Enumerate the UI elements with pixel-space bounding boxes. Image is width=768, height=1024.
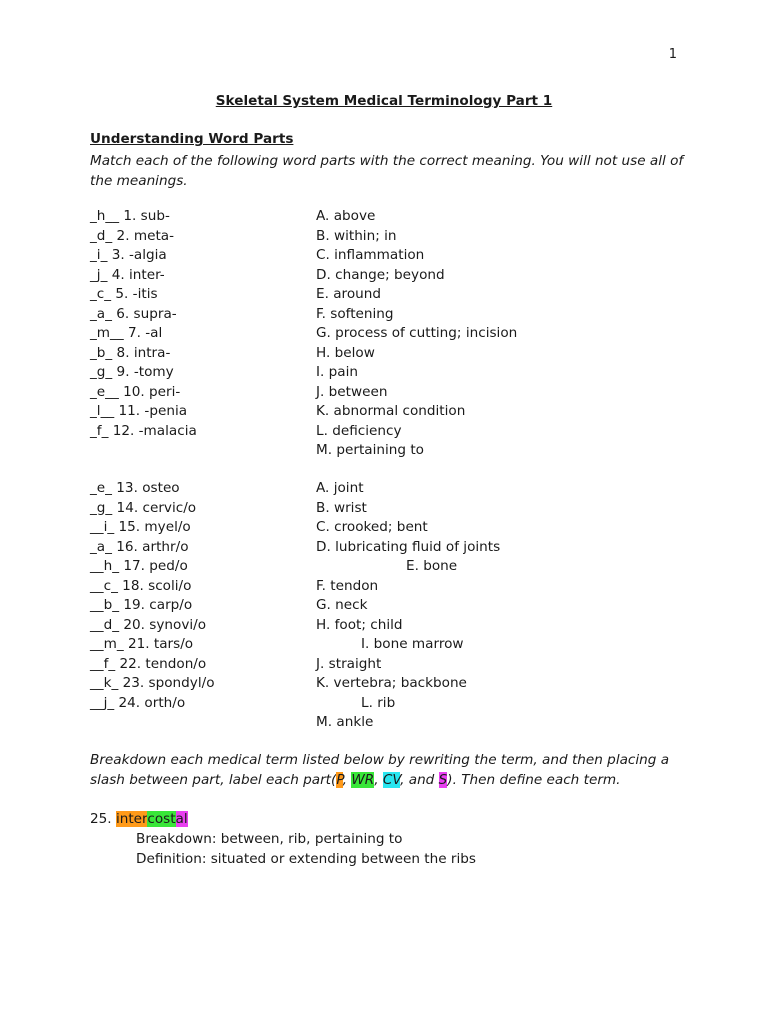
word-part-answer: _m__ 7. -al	[90, 325, 163, 341]
word-part-answer: _c_ 5. -itis	[90, 286, 158, 302]
meaning-option: E. bone	[406, 558, 458, 574]
section-heading: Understanding Word Parts	[90, 131, 294, 147]
word-part-answer: __f_ 22. tendon/o	[90, 655, 207, 672]
list-item	[90, 479, 700, 499]
question-number: 25.	[90, 811, 116, 827]
word-part-answer: _b_ 8. intra-	[90, 344, 171, 361]
word-part-answer: __d_ 20. synovi/o	[90, 616, 207, 633]
breakdown-text-end: ). Then define each term.	[447, 772, 621, 788]
meaning-option: L. rib	[361, 694, 396, 711]
word-part-answer: __i_ 15. myel/o	[90, 519, 191, 535]
word-part-answer: _a_ 6. supra-	[90, 305, 177, 322]
separator: ,	[374, 772, 383, 788]
word-part-answer: _f_ 12. -malacia	[90, 422, 197, 439]
meaning-option: M. pertaining to	[316, 442, 424, 458]
word-part-answer: _l__ 11. -penia	[90, 403, 188, 419]
meaning-option: H. foot; child	[316, 616, 403, 633]
meaning-option: M. ankle	[316, 714, 374, 730]
meaning-option: A. joint	[316, 480, 364, 496]
list-item	[90, 266, 700, 286]
label-combining-vowel: CV	[382, 772, 401, 788]
meaning-option: I. bone marrow	[361, 636, 464, 652]
label-prefix: P	[336, 772, 343, 788]
meaning-option: A. above	[316, 208, 376, 224]
list-item	[90, 616, 700, 636]
word-part-answer: _e_ 13. osteo	[90, 480, 180, 496]
word-part-answer: __c_ 18. scoli/o	[90, 577, 192, 594]
meaning-option: K. abnormal condition	[316, 403, 466, 419]
meaning-option: F. softening	[316, 305, 394, 322]
list-item	[90, 402, 700, 422]
meaning-option: B. wrist	[316, 499, 367, 516]
list-item	[90, 422, 700, 442]
meaning-option: D. change; beyond	[316, 266, 445, 283]
term-word-root: cost	[147, 811, 176, 827]
label-word-root: WR	[351, 772, 375, 788]
question-25-breakdown: Breakdown: between, rib, pertaining to	[136, 831, 403, 847]
page-number: 1	[668, 47, 677, 62]
separator: ,	[342, 772, 352, 788]
word-part-answer: _j_ 4. inter-	[90, 266, 165, 283]
meaning-option: G. process of cutting; incision	[316, 325, 518, 341]
list-item	[90, 285, 700, 305]
word-part-answer: __k_ 23. spondyl/o	[90, 675, 215, 691]
meaning-option: D. lubricating fluid of joints	[316, 538, 501, 555]
term-suffix: al	[175, 811, 188, 827]
word-part-answer: _i_ 3. -algia	[90, 247, 167, 263]
word-part-answer: __j_ 24. orth/o	[90, 694, 186, 711]
meaning-option: B. within; in	[316, 227, 397, 244]
list-item	[90, 674, 700, 694]
term-prefix: inter	[115, 811, 148, 827]
list-item	[90, 596, 700, 616]
word-part-answer: _e__ 10. peri-	[90, 383, 181, 400]
meaning-option: F. tendon	[316, 577, 379, 594]
word-part-answer: __b_ 19. carp/o	[90, 597, 193, 613]
word-part-answer: _h__ 1. sub-	[90, 208, 170, 224]
question-25-term	[90, 809, 188, 829]
word-part-answer: _g_ 9. -tomy	[90, 364, 174, 380]
list-item	[90, 344, 700, 364]
breakdown-instructions	[90, 750, 690, 790]
list-item	[90, 227, 700, 247]
meaning-option: H. below	[316, 344, 375, 361]
page-title: Skeletal System Medical Terminology Part 1	[215, 93, 553, 109]
list-item	[90, 324, 700, 344]
list-item	[90, 383, 700, 403]
list-item	[90, 635, 700, 655]
meaning-option: J. between	[316, 383, 388, 400]
meaning-option: G. neck	[316, 597, 368, 613]
list-item	[90, 305, 700, 325]
word-part-answer: __m_ 21. tars/o	[90, 636, 194, 652]
list-item	[90, 246, 700, 266]
meaning-option: K. vertebra; backbone	[316, 675, 467, 691]
list-item	[90, 518, 700, 538]
separator: , and	[400, 772, 439, 788]
list-item	[90, 363, 700, 383]
list-item	[90, 499, 700, 519]
matching-set-1	[90, 207, 700, 461]
list-item	[90, 207, 700, 227]
meaning-option: L. deficiency	[316, 422, 402, 439]
list-item	[90, 557, 700, 577]
meaning-option: C. crooked; bent	[316, 519, 428, 535]
list-item	[90, 655, 700, 675]
word-part-answer: __h_ 17. ped/o	[90, 558, 188, 574]
list-item	[90, 441, 700, 461]
meaning-option: J. straight	[316, 655, 382, 672]
word-part-answer: _d_ 2. meta-	[90, 227, 175, 244]
list-item	[90, 694, 700, 714]
meaning-option: C. inflammation	[316, 247, 425, 263]
question-25-definition: Definition: situated or extending between the ribs	[136, 851, 476, 867]
matching-instructions: Match each of the following word parts with the correct meaning. You will not use all of the meanings.	[90, 153, 684, 189]
list-item	[90, 713, 700, 733]
breakdown-text-start: Breakdown each medical term listed below by rewriting the term, and then placing a slash between part, label each part(	[90, 752, 670, 788]
matching-set-2	[90, 479, 700, 733]
meaning-option: I. pain	[316, 364, 359, 380]
word-part-answer: _g_ 14. cervic/o	[90, 499, 197, 516]
list-item	[90, 577, 700, 597]
label-suffix: S	[438, 772, 448, 788]
meaning-option: E. around	[316, 286, 382, 302]
list-item	[90, 538, 700, 558]
word-part-answer: _a_ 16. arthr/o	[90, 538, 189, 555]
